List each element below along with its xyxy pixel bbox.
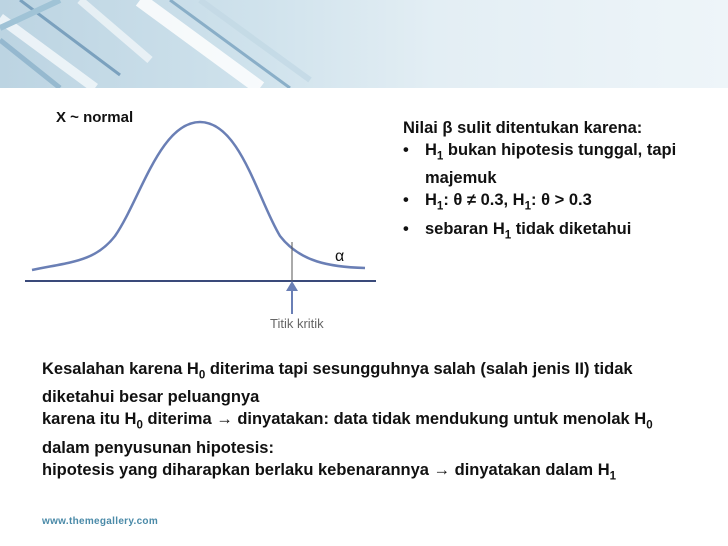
- beta-heading: Nilai β sulit ditentukan karena:: [403, 119, 643, 137]
- footer-link[interactable]: www.themegallery.com: [42, 516, 159, 527]
- bullet-item: • $H_1$ bukan hipotesis tunggal, tapi majemuk: [403, 141, 677, 188]
- paragraph-line: Kesalahan karena $H_0$ diterima tapi sesungguhnya salah (salah jenis II) tidak diketahui besar peluangnya: [42, 360, 633, 407]
- paragraph-line: karena itu $H_0$ diterima → dinyatakan: data tidak mendukung untuk menolak $H_0$: [42, 410, 653, 432]
- critical-point-label: Titik kritik: [270, 316, 324, 331]
- bullet-icon: •: [403, 219, 409, 238]
- bullet-icon: •: [403, 191, 409, 210]
- bullet-icon: •: [403, 141, 409, 159]
- alpha-label: α: [335, 248, 345, 265]
- bullet-item: • sebaran $H_1$ tidak diketahui: [403, 218, 723, 246]
- type-ii-error-explanation: [42, 358, 702, 487]
- paragraph-line: dalam penyusunan hipotesis:: [42, 438, 274, 457]
- paragraph-line: hipotesis yang diharapkan berlaku kebenarannya → dinyatakan dalam $H_1$: [42, 460, 617, 482]
- distribution-label: X ~ normal: [56, 109, 134, 126]
- arrow-head-icon: [286, 281, 298, 291]
- beta-explanation: [403, 117, 723, 246]
- bullet-item: • $H_1$: θ ≠ 0.3, $H_1$: θ > 0.3: [403, 189, 723, 217]
- normal-curve: [32, 122, 365, 270]
